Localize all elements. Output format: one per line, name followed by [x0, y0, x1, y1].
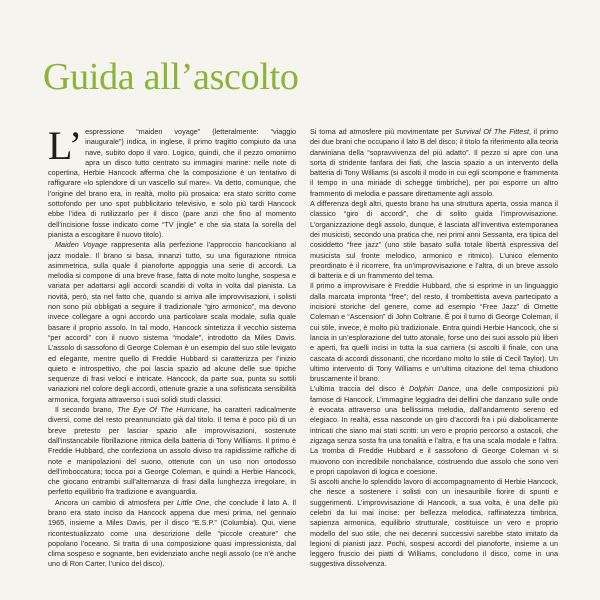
- paragraph: Il primo a improvvisare è Freddie Hubbard, che si esprime in un linguaggio dalla marcata impronta “free”; del resto, il trombettista aveva partecipato a incisioni storiche del genere, come ad esempio “Free Jazz” di Ornette Coleman e “Ascension” di John Coltrane. È poi il turno di George Coleman, il cui stile, invece, è molto più tradizionale. Entra quindi Herbie Hancock, che si lancia in un’esplorazione del tutto atonale, forse uno dei suoi assolo più liberi e aperti, fra quelli incisi in tutta la sua carriera (si ascolti il finale, con una cascata di accordi dissonanti, che ricordano molto lo stile di Cecil Taylor). Un ultimo intervento di Tony Williams e un’ultima citazione del tema chiudono bruscamente il brano.: [310, 281, 558, 384]
- text-columns: [48, 127, 558, 597]
- paragraph: [310, 384, 558, 477]
- right-column: [310, 127, 558, 597]
- paragraph: [48, 405, 296, 498]
- drop-cap: L’: [48, 127, 83, 168]
- paragraph: [48, 127, 296, 240]
- track-title: Little One: [176, 497, 210, 507]
- paragraph-text: espressione “maiden voyage” (letteralmente: “viaggio inaugurale”) indica, in inglese, il primo tragitto compiuto da una nave, subito dopo il varo. Logico, quindi, che il pezzo omonimo apra un disco tutto centrato su immagini marine: nelle note di copertina, Herbie Hancock afferma che la composizione è un tentativo di raffigurare «lo splendore di un vascello sul mare». Va detto, comunque, che l’origine del brano era, in realtà, molto più prosaica: era stato scritto come sottofondo per uno spot pubblicitario televisivo, e solo più tardi Hancock ebbe l’idea di rutilizzarlo per il disco (pare anzi che fino al momento dell’incisione fosse indicato come “TV jingle” e che sia stata la sorella del pianista a escogitare il nuovo titolo).: [48, 127, 296, 239]
- paragraph: Si ascolti anche lo splendido lavoro di accompagnamento di Herbie Hancock, che riesce a sostenere i solisti con un inesauribile fiorire di spunti e suggerimenti. L’improvvisazione di Hancock, a sua volta, è una delle più celebri da lui mai incise: per bellezza melodica, raffinatezza timbrica, sapienza armonica, equilibrio strutturale, costituisce un vero e proprio modello del suo stile, che nei decenni successivi sarebbe stato imitato da legioni di pianisti jazz. Pochi, sospesi accordi del pianoforte, insieme a un leggero fruscio dei piatti di Williams, concludono il disco, come in una suggestiva dissolvenza.: [310, 477, 558, 569]
- paragraph: A differenza degli altri, questo brano ha una struttura aperta, ossia manca il classico “giro di accordi”, che di solito guida l’improvvisazione. L’organizzazione degli assolo, dunque, è lasciata all’inventiva estemporanea dei musicisti, secondo una pratica che, nei primi anni Sessanta, era tipica del cosiddetto “free jazz” (uno stile basato sulla totale libertà espressiva del musicista sul fronte melodico, armonico e ritmico). L’unico elemento preordinato è il ricorrere, fra un’improvvisazione e l’altra, di un breve assolo di batteria e di un frammento del tema.: [310, 199, 558, 281]
- paragraph-text: , che conclude il lato A. Il brano era stato inciso da Hancock appena due mesi prima, nel gennaio 1965, insieme a Miles Davis, per il disco “E.S.P.” (Columbia). Qui, viene ricontestualizzato come una descrizione delle “piccole creature” che popolano l’oceano. Si tratta di una composizione quasi impressionista, dal clima sospeso e sognante, ben evidenziato anche negli assolo (ce n’è anche uno di Ron Carter, l’unico del disco).: [48, 497, 296, 569]
- left-column: [48, 127, 296, 597]
- paragraph-text: Il secondo brano,: [55, 405, 118, 415]
- track-title: The Eye Of The Hurricane: [117, 405, 208, 415]
- paragraph: [310, 127, 558, 199]
- track-title: Survival Of The Fittest: [454, 127, 529, 136]
- paragraph: [48, 240, 296, 405]
- paragraph-text: Ancora un cambio di atmosfera per: [55, 497, 177, 507]
- paragraph-text: rappresenta alla perfezione l’approccio hancockiano al jazz modale. Il brano si basa, innanzi tutto, su una figurazione ritmica asimmetrica, sulla quale il pianoforte appoggia una serie di accordi. La melodia si compone di una breve frase, fatta di note molto lunghe, sospesa e variata per adattarsi agli accordi scanditi di volta in volta dal pianista. La novità, però, sta nel fatto che, quando si arriva alle improvvisazioni, i solisti non sono più obbligati a seguire il tradizionale “giro armonico”, ma devono invece collegare a ogni accordo una particolare scala modale, sulla quale basare il proprio assolo. In tal modo, Hancock sintetizza il vecchio sistema “per accordi” con il nuovo sistema “modale”, introdotto da Miles Davis. L’assolo di sassofono di George Coleman è un esempio del suo stile levigato ed elegante, mentre quello di Freddie Hubbard si caratterizza per l’inizio quieto e introspettivo, che poi lascia spazio ad alcune delle sue tipiche sequenze di frasi veloci e intricate. Hancock, da parte sua, punta su sottili variazioni nel colore degli accordi, ottenute grazie a una sofisticata sensibilità armonica, forgiata attraverso i suoi solidi studi classici.: [48, 240, 296, 404]
- paragraph-text: , ha caratteri radicalmente diversi, come del resto preannunciato già dal titolo. Il tema è poco più di un breve pretesto per lasciar spazio alle improvvisazioni, sostenute dall’instancabile fibrillazione ritmica della batteria di Tony Williams. Il primo è Freddie Hubbard, che confeziona un assolo diviso tra rapidissime raffiche di note e manipolazioni del suono, ottenute con un uso non ortodosso dell’imboccatura; tocca poi a George Coleman, e quindi a Herbie Hancock, che giocano entrambi sull’alternanza di frasi dalla lunghezza irregolare, in perfetto equilibrio fra tradizione e avanguardia.: [48, 405, 296, 497]
- paragraph-text: L’ultima traccia del disco è: [310, 384, 409, 394]
- track-title: Maiden Voyage: [55, 240, 108, 250]
- paragraph: [48, 498, 296, 570]
- page-title: Guida all’ascolto: [43, 56, 299, 98]
- paragraph-text: Si torna ad atmosfere più movimentate per: [310, 127, 455, 136]
- paragraph-text: , il primo dei due brani che occupano il lato B del disco; il titolo fa riferimento alla teoria darwiniana della “sopravvivenza del più adatto”. Il pezzo si apre con una sorta di stridente fanfara dei fiati, che lascia spazio a un intervento della batteria di Tony Williams (si ascolti il modo in cui egli scompone e frammenta il tempo in una miriade di schegge timbriche), per poi esporre un altro frammento di melodia e passare direttamente agli assolo.: [310, 127, 558, 198]
- paragraph-text: , una delle composizioni più famose di Hancock. L’immagine leggiadra dei delfini che danzano sulle onde è evocata attraverso una bellissima melodia, dall’andamento sereno ed elegiaco. In realtà, essa nasconde un giro d’accordi fra i più diabolicamente intricati che siano mai stati scritti: un vero e proprio percorso a ostacoli, che zigzaga senza sosta fra una tonalità e l’altra, e fra una scala modale e l’altra. La tromba di Freddie Hubbard e il sassofono di George Coleman vi si muovono con incredibile nonchalance, costruendo due assolo che sono veri e propri capolavori di logica e coesione.: [310, 384, 558, 476]
- track-title: Dolphin Dance: [409, 384, 460, 394]
